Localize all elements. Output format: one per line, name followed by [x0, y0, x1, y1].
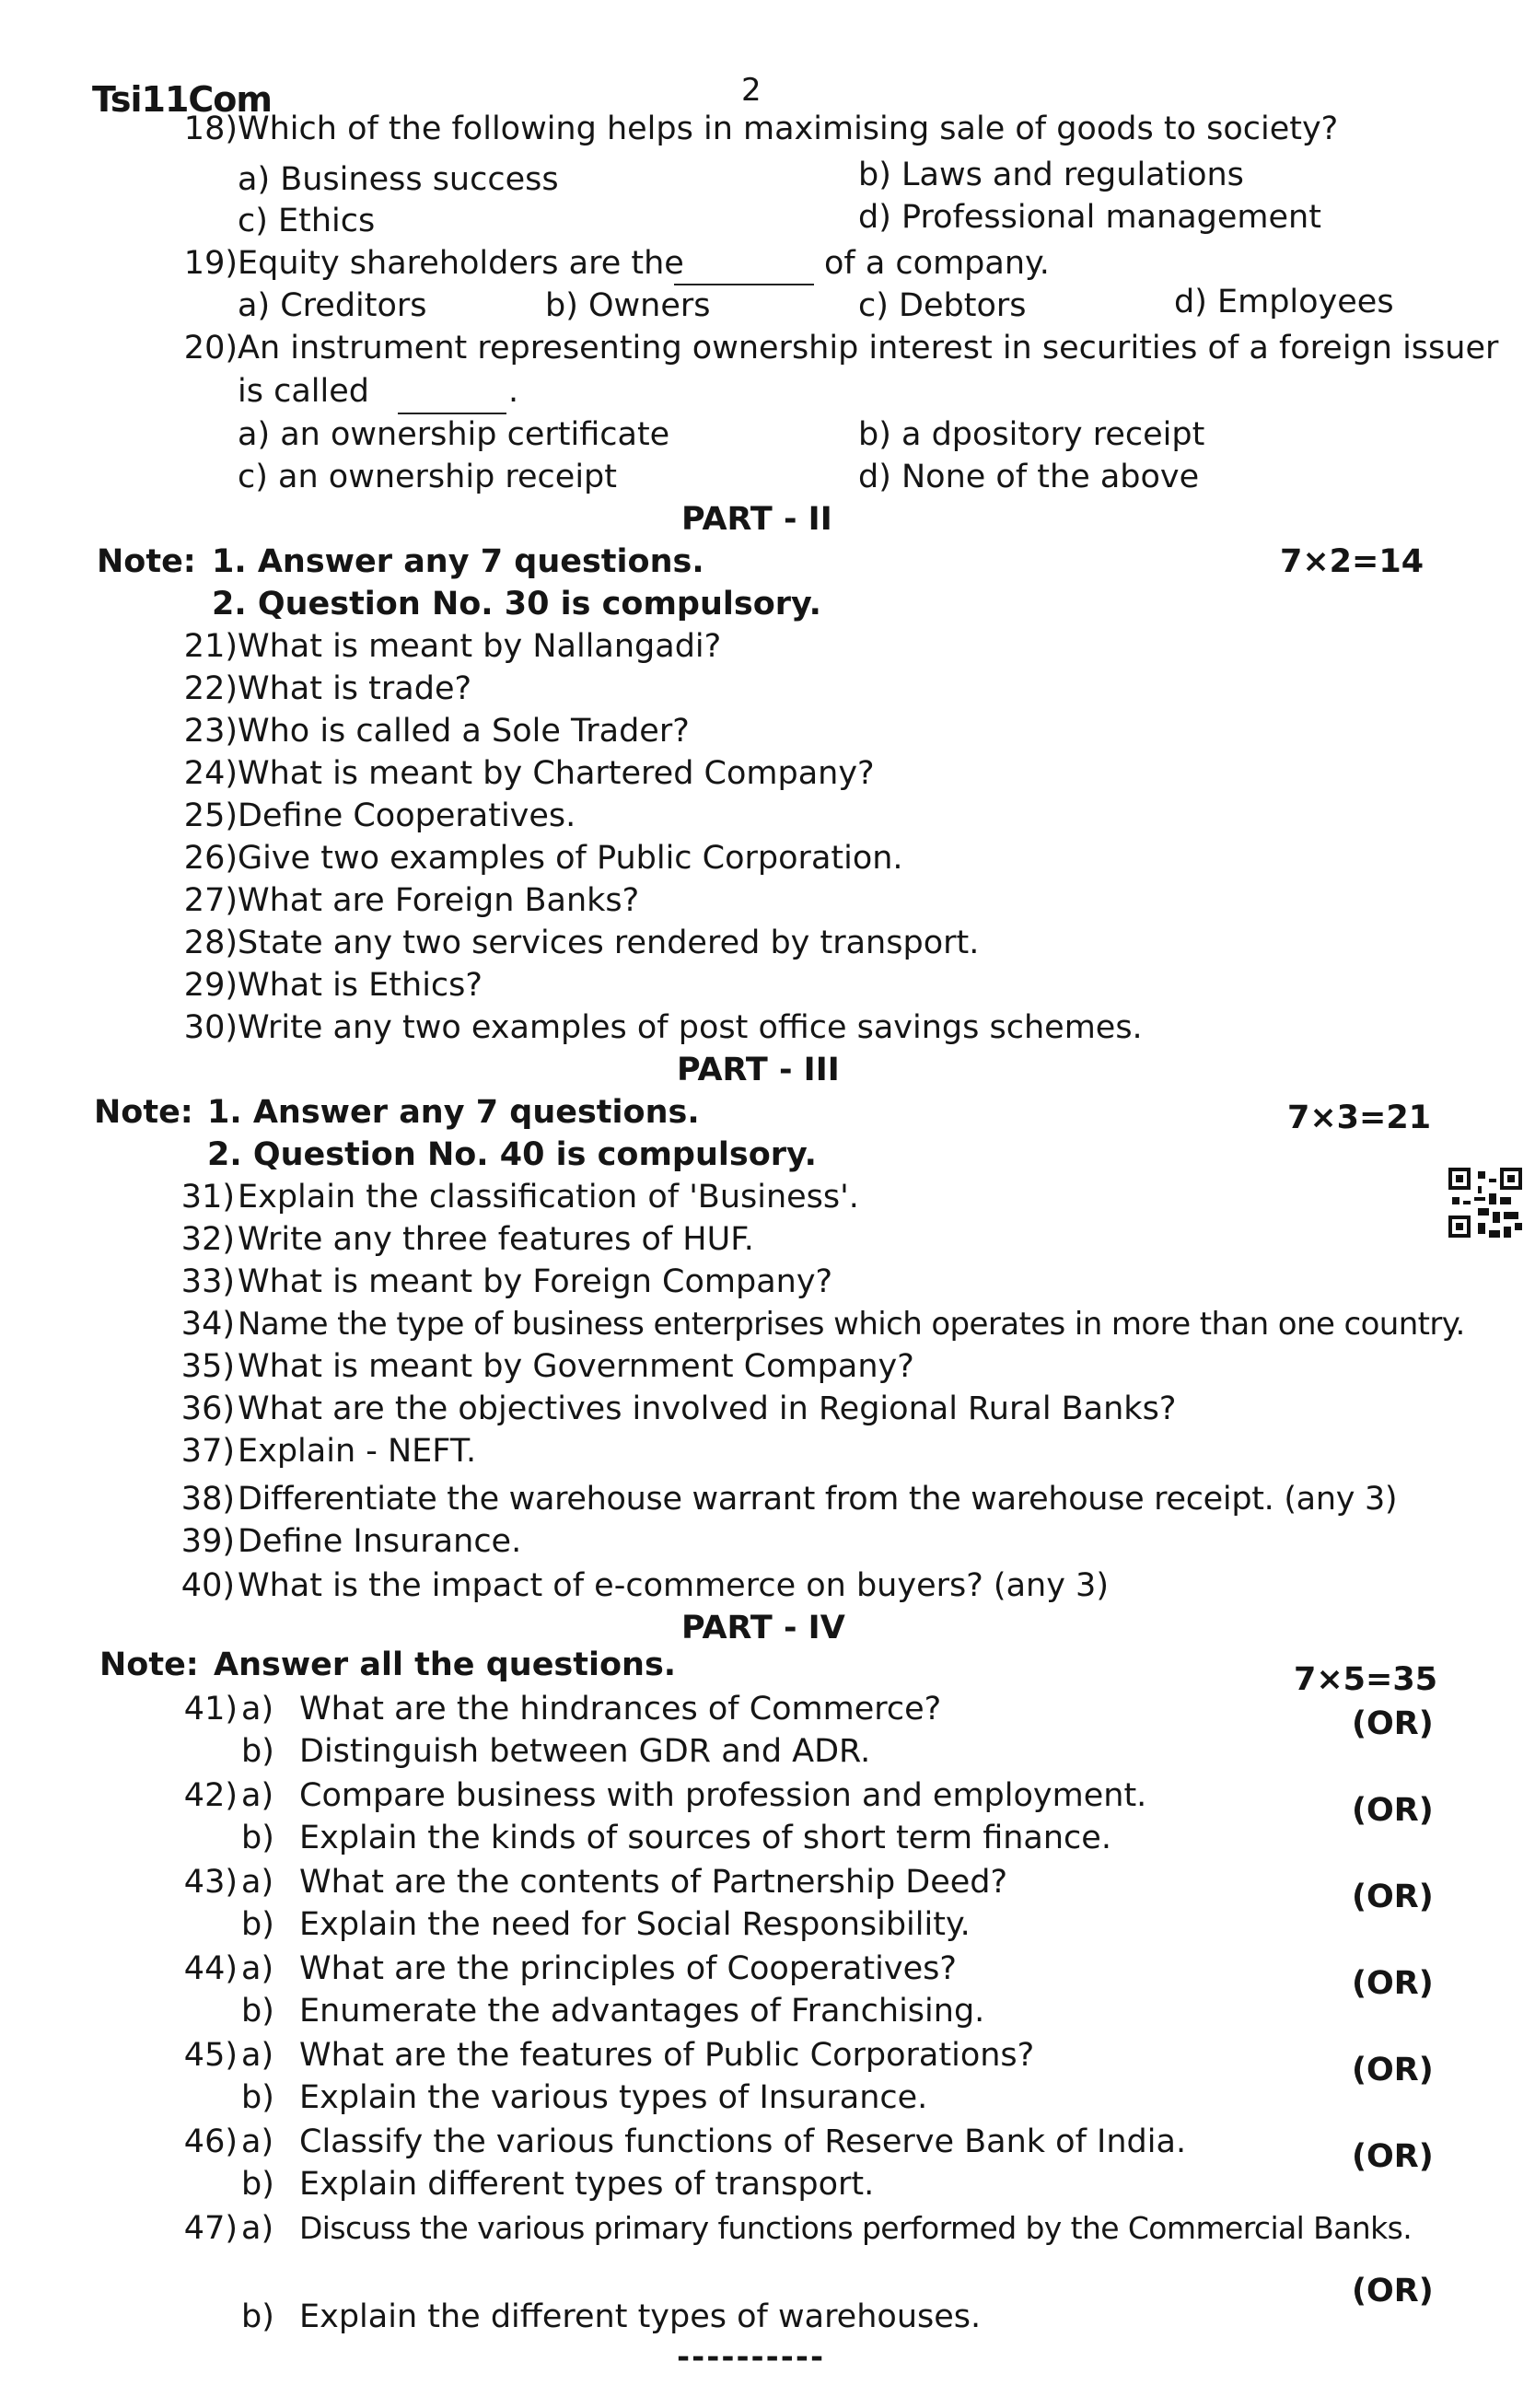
note-line-1: 1. Answer any 7 questions.: [212, 543, 704, 580]
option-d: d) Professional management: [858, 199, 1321, 236]
sub-label-b: b): [241, 1820, 274, 1856]
question-text: Name the type of business enterprises which operates in more than one country.: [238, 1306, 1465, 1343]
question-text-b: Explain the different types of warehouses.: [299, 2298, 982, 2335]
brand-logo-text: Tsi11Com: [92, 79, 272, 120]
question-text-a: What are the contents of Partnership Deed?: [299, 1864, 1008, 1901]
question-text: Explain - NEFT.: [238, 1433, 477, 1470]
question-number: 30): [183, 1009, 238, 1046]
question-text: An instrument representing ownership interest in securities of a foreign issuer: [238, 330, 1499, 366]
option-b: b) Laws and regulations: [858, 157, 1244, 193]
sub-label-a: a): [241, 1950, 274, 1987]
sub-label-a: a): [241, 2210, 274, 2247]
question-text: Write any two examples of post office savings schemes.: [238, 1009, 1143, 1046]
question-text: Who is called a Sole Trader?: [238, 713, 690, 750]
or-label: (OR): [1352, 1705, 1434, 1742]
note-line-2: 2. Question No. 30 is compulsory.: [212, 586, 821, 622]
or-label: (OR): [1352, 1792, 1434, 1829]
question-text: What are the objectives involved in Regional Rural Banks?: [238, 1390, 1177, 1427]
option-a: a) Business success: [238, 161, 559, 198]
note-line-1: 1. Answer any 7 questions.: [207, 1094, 700, 1131]
or-label: (OR): [1352, 1965, 1434, 2002]
sub-label-b: b): [241, 2298, 274, 2335]
sub-label-b: b): [241, 2079, 274, 2116]
question-number: 28): [183, 925, 238, 961]
option-c: c) Debtors: [858, 287, 1027, 324]
question-text-a: Discuss the various primary functions performed by the Commercial Banks.: [299, 2210, 1413, 2246]
question-number: 19): [183, 245, 238, 282]
sub-label-a: a): [241, 1777, 274, 1814]
question-text: What is Ethics?: [238, 967, 483, 1004]
sub-label-a: a): [241, 1864, 274, 1901]
or-label: (OR): [1352, 2052, 1434, 2088]
question-text-a: Classify the various functions of Reserve Bank of India.: [299, 2123, 1187, 2160]
question-number: 39): [180, 1523, 235, 1560]
option-a: a) an ownership certificate: [238, 416, 670, 453]
sub-label-b: b): [241, 1906, 274, 1943]
sub-label-a: a): [241, 1691, 274, 1727]
question-number: 45): [183, 2037, 238, 2074]
note-label: Note:: [94, 1094, 193, 1131]
question-text-b: Explain the various types of Insurance.: [299, 2079, 928, 2116]
question-number: 46): [183, 2123, 238, 2160]
end-of-paper-mark: ----------: [677, 2339, 826, 2376]
note-text: Answer all the questions.: [214, 1646, 677, 1683]
question-number: 18): [183, 111, 238, 147]
question-text-b: Explain different types of transport.: [299, 2166, 875, 2203]
question-text-a: What are the features of Public Corporations?: [299, 2037, 1035, 2074]
question-text: What is meant by Foreign Company?: [238, 1263, 833, 1300]
question-number: 23): [183, 713, 238, 750]
question-text: State any two services rendered by transport.: [238, 925, 980, 961]
question-text: Explain the classification of 'Business'.: [238, 1179, 859, 1216]
question-number: 33): [180, 1263, 235, 1300]
question-number: 36): [180, 1390, 235, 1427]
or-label: (OR): [1352, 1879, 1434, 1915]
note-label: Note:: [97, 543, 196, 580]
question-text-b: Explain the need for Social Responsibility.: [299, 1906, 971, 1943]
question-text: What is the impact of e-commerce on buyers? (any 3): [238, 1567, 1109, 1604]
question-text: What is trade?: [238, 670, 472, 707]
question-text: Give two examples of Public Corporation.: [238, 840, 903, 877]
page-number: 2: [741, 72, 762, 109]
section-marks: 7×5=35: [1294, 1661, 1438, 1698]
note-line-2: 2. Question No. 40 is compulsory.: [207, 1136, 817, 1173]
qr-code-icon: [1448, 1168, 1522, 1238]
fill-in-period: .: [508, 373, 519, 410]
sub-label-a: a): [241, 2037, 274, 2074]
question-text-part2: of a company.: [824, 245, 1050, 282]
option-c: c) an ownership receipt: [238, 459, 618, 495]
option-d: d) Employees: [1174, 284, 1394, 320]
question-text-line2: is called: [238, 373, 369, 410]
question-text: Write any three features of HUF.: [238, 1221, 754, 1258]
question-number: 44): [183, 1950, 238, 1987]
question-number: 38): [180, 1481, 235, 1518]
option-a: a) Creditors: [238, 287, 427, 324]
question-number: 31): [180, 1179, 235, 1216]
question-text-b: Explain the kinds of sources of short term finance.: [299, 1820, 1111, 1856]
sub-label-b: b): [241, 1993, 274, 2030]
question-text-a: What are the hindrances of Commerce?: [299, 1691, 942, 1727]
question-text: What are Foreign Banks?: [238, 882, 640, 919]
question-number: 34): [180, 1306, 235, 1343]
question-number: 29): [183, 967, 238, 1004]
question-text-b: Enumerate the advantages of Franchising.: [299, 1993, 985, 2030]
question-number: 27): [183, 882, 238, 919]
section-title: PART - II: [681, 501, 832, 538]
option-b: b) a dpository receipt: [858, 416, 1205, 453]
question-number: 41): [183, 1691, 238, 1727]
question-text-a: What are the principles of Cooperatives?: [299, 1950, 957, 1987]
or-label: (OR): [1352, 2273, 1434, 2309]
section-marks: 7×3=21: [1287, 1099, 1432, 1136]
section-marks: 7×2=14: [1280, 543, 1425, 580]
question-text: What is meant by Nallangadi?: [238, 628, 722, 665]
question-number: 21): [183, 628, 238, 665]
fill-in-blank: [674, 256, 814, 285]
question-number: 20): [183, 330, 238, 366]
option-c: c) Ethics: [238, 203, 376, 239]
sub-label-a: a): [241, 2123, 274, 2160]
question-number: 40): [180, 1567, 235, 1604]
option-d: d) None of the above: [858, 459, 1200, 495]
fill-in-blank: [398, 385, 506, 414]
question-number: 24): [183, 755, 238, 792]
question-text-b: Distinguish between GDR and ADR.: [299, 1733, 871, 1770]
question-number: 22): [183, 670, 238, 707]
question-text: Define Insurance.: [238, 1523, 522, 1560]
section-title: PART - III: [677, 1052, 840, 1088]
question-number: 42): [183, 1777, 238, 1814]
sub-label-b: b): [241, 1733, 274, 1770]
question-number: 25): [183, 797, 238, 834]
question-number: 26): [183, 840, 238, 877]
question-text: Differentiate the warehouse warrant from the warehouse receipt. (any 3): [238, 1481, 1398, 1518]
question-number: 47): [183, 2210, 238, 2247]
question-text: Which of the following helps in maximising sale of goods to society?: [238, 111, 1339, 147]
section-title: PART - IV: [681, 1610, 845, 1646]
question-number: 43): [183, 1864, 238, 1901]
sub-label-b: b): [241, 2166, 274, 2203]
question-text: What is meant by Chartered Company?: [238, 755, 875, 792]
note-label: Note:: [99, 1646, 199, 1683]
question-number: 37): [180, 1433, 235, 1470]
option-b: b) Owners: [545, 287, 711, 324]
question-number: 32): [180, 1221, 235, 1258]
question-number: 35): [180, 1348, 235, 1385]
or-label: (OR): [1352, 2138, 1434, 2175]
question-text: What is meant by Government Company?: [238, 1348, 914, 1385]
question-text: Define Cooperatives.: [238, 797, 576, 834]
question-text-part1: Equity shareholders are the: [238, 245, 684, 282]
question-text-a: Compare business with profession and employment.: [299, 1777, 1147, 1814]
